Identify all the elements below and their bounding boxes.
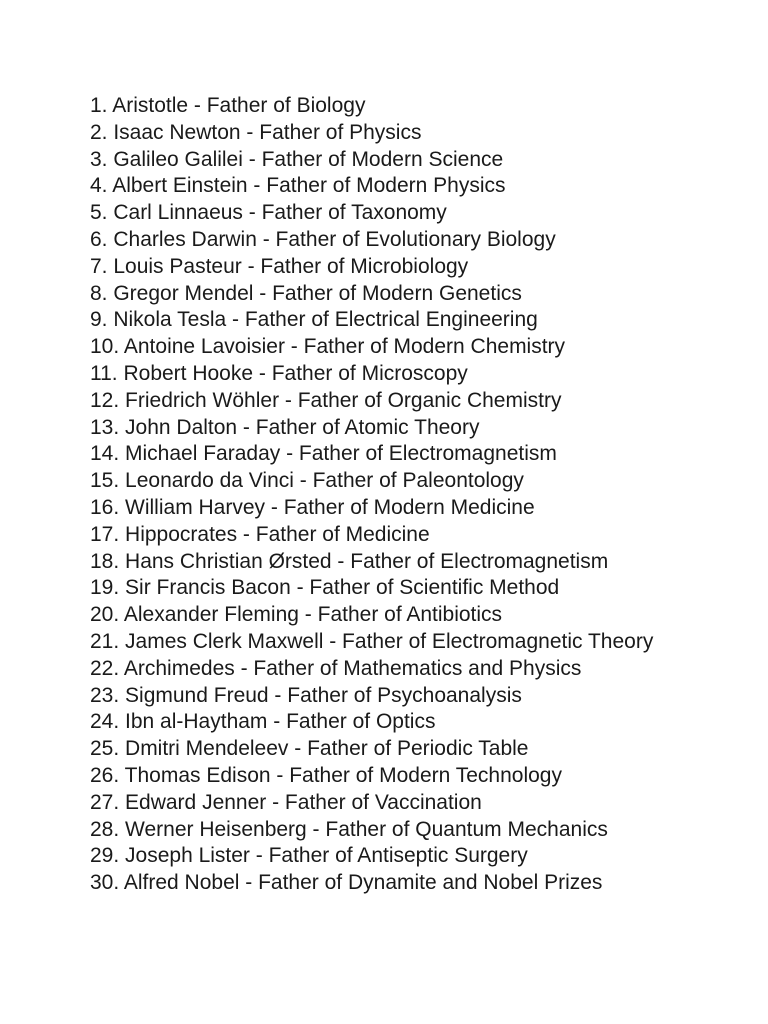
list-item: 28. Werner Heisenberg - Father of Quantum Mechanics — [90, 817, 608, 841]
list-item: 8. Gregor Mendel - Father of Modern Genetics — [90, 281, 522, 305]
list-item: 22. Archimedes - Father of Mathematics and Physics — [90, 656, 582, 680]
document-page — [90, 93, 660, 897]
list-item: 5. Carl Linnaeus - Father of Taxonomy — [90, 201, 447, 225]
list-item: 24. Ibn al-Haytham - Father of Optics — [90, 710, 436, 734]
list-item: 10. Antoine Lavoisier - Father of Modern Chemistry — [90, 335, 566, 359]
list-item: 2. Isaac Newton - Father of Physics — [90, 120, 422, 144]
list-item: 25. Dmitri Mendeleev - Father of Periodic Table — [90, 737, 529, 761]
list-item: 13. John Dalton - Father of Atomic Theory — [90, 415, 480, 439]
list-item: 19. Sir Francis Bacon - Father of Scientific Method — [90, 576, 560, 600]
list-item: 14. Michael Faraday - Father of Electromagnetism — [90, 442, 557, 466]
list-item: 12. Friedrich Wöhler - Father of Organic Chemistry — [90, 388, 562, 412]
list-item: 18. Hans Christian Ørsted - Father of Electromagnetism — [90, 549, 609, 573]
list-item: 21. James Clerk Maxwell - Father of Electromagnetic Theory — [90, 629, 654, 653]
list-item: 20. Alexander Fleming - Father of Antibiotics — [90, 603, 503, 627]
list-item: 11. Robert Hooke - Father of Microscopy — [90, 361, 468, 385]
list-item: 17. Hippocrates - Father of Medicine — [90, 522, 430, 546]
list-item: 26. Thomas Edison - Father of Modern Technology — [90, 763, 562, 787]
list-item: 1. Aristotle - Father of Biology — [90, 94, 366, 117]
list-item: 7. Louis Pasteur - Father of Microbiology — [90, 254, 469, 278]
list-item: 3. Galileo Galilei - Father of Modern Science — [90, 147, 504, 171]
list-item: 30. Alfred Nobel - Father of Dynamite and Nobel Prizes — [90, 871, 603, 895]
list-item: 16. William Harvey - Father of Modern Medicine — [90, 495, 535, 519]
list-item: 4. Albert Einstein - Father of Modern Physics — [90, 174, 506, 198]
list-item: 29. Joseph Lister - Father of Antiseptic Surgery — [90, 844, 528, 868]
list-item: 27. Edward Jenner - Father of Vaccination — [90, 790, 482, 814]
list-item: 15. Leonardo da Vinci - Father of Paleontology — [90, 469, 524, 493]
list-item: 23. Sigmund Freud - Father of Psychoanalysis — [90, 683, 522, 707]
list-item: 9. Nikola Tesla - Father of Electrical Engineering — [90, 308, 538, 332]
list-item: 6. Charles Darwin - Father of Evolutionary Biology — [90, 227, 556, 251]
